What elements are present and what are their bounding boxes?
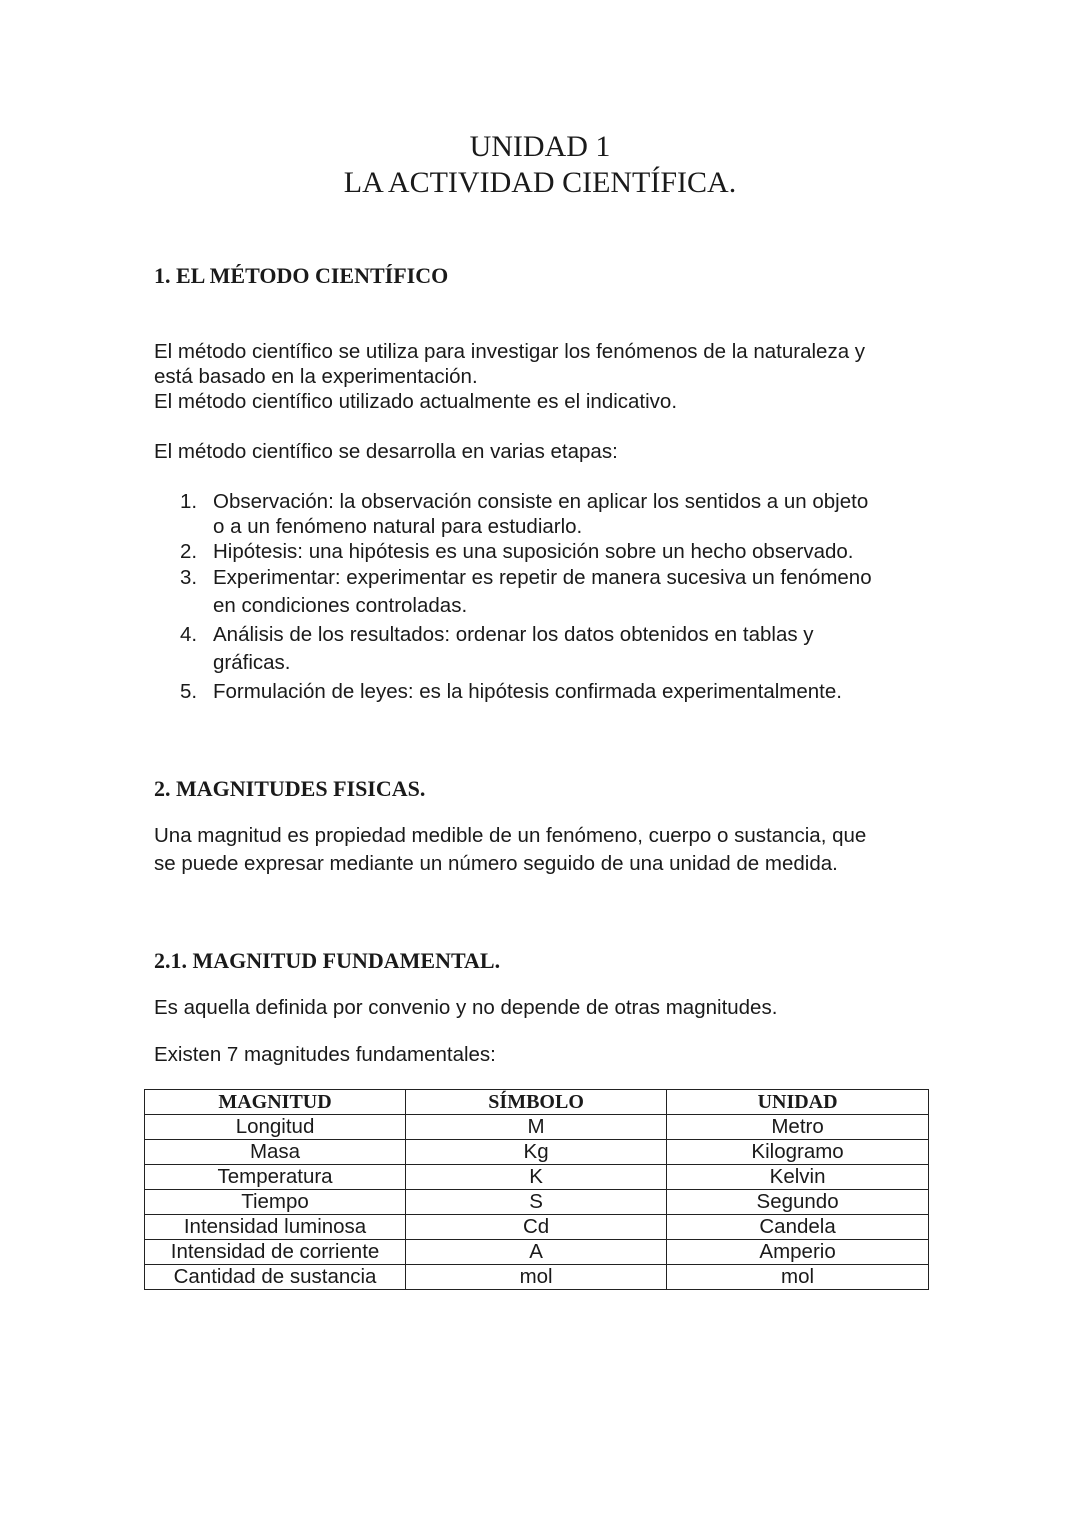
step-text: Experimentar: experimentar es repetir de manera sucesiva un fenómeno — [213, 566, 872, 589]
step-number: 4. — [180, 623, 198, 646]
unit-subtitle: LA ACTIVIDAD CIENTÍFICA. — [343, 166, 737, 199]
table-cell: Metro — [667, 1115, 929, 1140]
table-cell: Kilogramo — [667, 1140, 929, 1165]
table-cell: mol — [406, 1265, 667, 1290]
table-cell: M — [406, 1115, 667, 1140]
table-cell: S — [406, 1190, 667, 1215]
paragraph-line: Una magnitud es propiedad medible de un fenómeno, cuerpo o sustancia, que — [154, 824, 867, 847]
step-number: 5. — [180, 680, 198, 703]
step-text: Hipótesis: una hipótesis es una suposición sobre un hecho observado. — [213, 540, 854, 563]
table-cell: Temperatura — [145, 1165, 406, 1190]
step-text: en condiciones controladas. — [213, 594, 468, 617]
paragraph-line: Es aquella definida por convenio y no depende de otras magnitudes. — [154, 996, 778, 1019]
table-cell: Kelvin — [667, 1165, 929, 1190]
step-text: o a un fenómeno natural para estudiarlo. — [213, 515, 583, 538]
steps-intro: El método científico se desarrolla en varias etapas: — [154, 440, 618, 463]
paragraph-line: El método científico se utiliza para investigar los fenómenos de la naturaleza y — [154, 340, 866, 363]
step-number: 3. — [180, 566, 198, 589]
table-row — [145, 1215, 929, 1240]
fundamental-magnitudes-table — [144, 1089, 929, 1290]
table-cell: Amperio — [667, 1240, 929, 1265]
step-text: gráficas. — [213, 651, 291, 674]
table-row — [145, 1240, 929, 1265]
table-row — [145, 1140, 929, 1165]
table-cell: mol — [667, 1265, 929, 1290]
section-2-heading: 2. MAGNITUDES FISICAS. — [154, 776, 426, 801]
table-row — [145, 1190, 929, 1215]
table-cell: Tiempo — [145, 1190, 406, 1215]
step-text: Análisis de los resultados: ordenar los datos obtenidos en tablas y — [213, 623, 814, 646]
table-cell: Kg — [406, 1140, 667, 1165]
table-cell: Intensidad luminosa — [145, 1215, 406, 1240]
table-cell: Masa — [145, 1140, 406, 1165]
column-header: MAGNITUD — [145, 1090, 406, 1115]
step-text: Observación: la observación consiste en aplicar los sentidos a un objeto — [213, 490, 869, 513]
table-cell: A — [406, 1240, 667, 1265]
table-cell: Cantidad de sustancia — [145, 1265, 406, 1290]
table-cell: Segundo — [667, 1190, 929, 1215]
step-number: 2. — [180, 540, 198, 563]
step-number: 1. — [180, 490, 198, 513]
step-text: Formulación de leyes: es la hipótesis confirmada experimentalmente. — [213, 680, 842, 703]
table-cell: Longitud — [145, 1115, 406, 1140]
section-1-heading: 1. EL MÉTODO CIENTÍFICO — [154, 263, 449, 288]
column-header: UNIDAD — [667, 1090, 929, 1115]
table-cell: Cd — [406, 1215, 667, 1240]
paragraph-line: está basado en la experimentación. — [154, 365, 478, 388]
section-2-1-heading: 2.1. MAGNITUD FUNDAMENTAL. — [154, 948, 501, 973]
table-cell: Intensidad de corriente — [145, 1240, 406, 1265]
unit-title: UNIDAD 1 — [469, 130, 611, 163]
table-row — [145, 1115, 929, 1140]
column-header: SÍMBOLO — [406, 1090, 667, 1115]
table-header-row — [145, 1090, 929, 1115]
paragraph-line: se puede expresar mediante un número seguido de una unidad de medida. — [154, 852, 838, 875]
table-cell: K — [406, 1165, 667, 1190]
table-cell: Candela — [667, 1215, 929, 1240]
table-row — [145, 1265, 929, 1290]
paragraph-line: El método científico utilizado actualmente es el indicativo. — [154, 390, 678, 413]
table-row — [145, 1165, 929, 1190]
table-intro: Existen 7 magnitudes fundamentales: — [154, 1043, 496, 1066]
